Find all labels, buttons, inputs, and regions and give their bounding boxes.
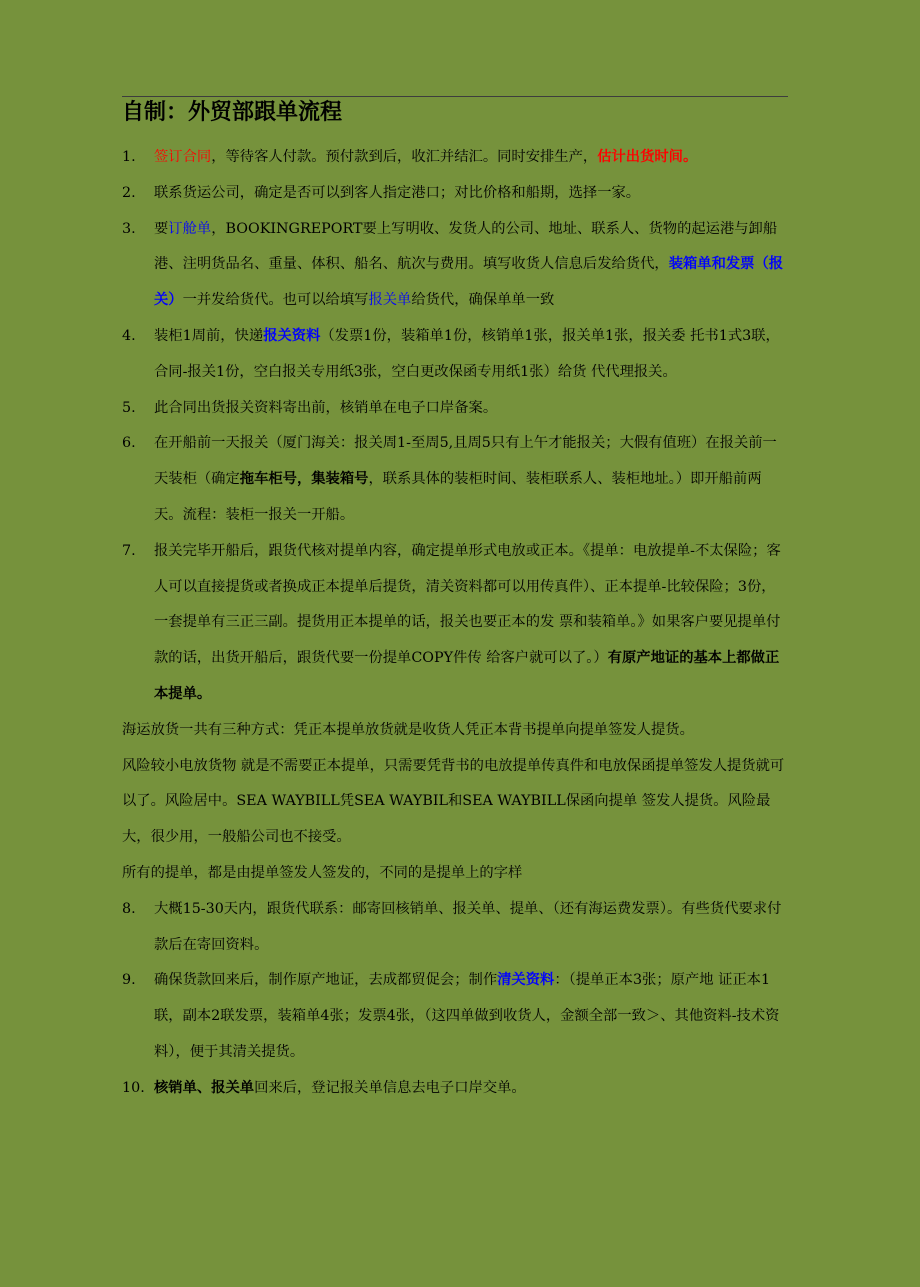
step-text: 联系货运公司，确定是否可以到客人指定港口；对比价格和船期，选择一家。: [154, 184, 641, 201]
telex-release-paragraph: 风险较小电放货物 就是不需要正本提单，只需要凭背书的电放提单传真件和电放保函提单签发人提货就可以了。风险居中。SEA WAYBILL凭SEA WAYBIL和SEA WAYBILL保函向提单 签发人提货。风险最大，很少用，一般船公司也不接受。: [122, 757, 785, 846]
step-text: ，等待客人付款。预付款到后，收汇并结汇。同时安排生产，: [211, 149, 598, 165]
step-text: 回来后，登记报关单信息去电子口岸交单。: [254, 1079, 526, 1096]
step-8: [122, 892, 788, 964]
step-3: [122, 212, 788, 319]
step-text: （发票1份，装箱单1份，核销单1张，报关单1张，报关委 托书1式3联，合同-报关1份，空白报关专用纸3张，空白更改保函专用纸1张）给货 代代理报关。: [154, 327, 780, 380]
verification-forms-text: 核销单、报关单: [154, 1079, 255, 1096]
step-text: 此合同出货报关资料寄出前，核销单在电子口岸备案。: [154, 399, 498, 416]
step-number: 1.: [122, 149, 136, 165]
step-number: 8.: [122, 900, 136, 917]
step-text: 在开船前一天报关（厦门海关：报关周1-至周5,且周5只有上午才能报关；大假有值班）在报关前一天装柜（确定: [154, 435, 777, 488]
step-text: ，BOOKINGREPORT要上写明收、发货人的公司、地址、联系人、货物的起运港与卸船港、注明货品名、重量、体积、船名、航次与费用。填写收货人信息后发给货代，: [154, 220, 778, 273]
step-number: 2.: [122, 184, 136, 201]
customs-form-text: 报关单: [368, 292, 412, 309]
document-body: [122, 140, 788, 1107]
step-10: [122, 1071, 788, 1107]
document-title: 自制：外贸部跟单流程: [122, 99, 343, 125]
step-9: [122, 963, 788, 1070]
step-text: 装柜1周前，快递: [154, 327, 264, 344]
customs-docs-text: 报关资料: [263, 327, 321, 344]
step-4: [122, 319, 788, 391]
step-text: 报关完毕开船后，跟货代核对提单内容，确定提单形式电放或正本。《提单：电放提单-不太保险；客人可以直接提货或者换成正本提单后提货，清关资料都可以用传真件）、正本提单-比较保险；3份，一套提单有三正三副。提货用正本提单的话，报关也要正本的发 票和装箱单。》如果客户要见提单付款的话，出货开船后，跟货代要一份提单COPY件传 给客户就可以了。）: [154, 542, 781, 667]
step-5: [122, 391, 788, 427]
sign-contract-text: 签订合同: [154, 149, 212, 165]
step-1: [122, 140, 788, 176]
release-methods-paragraph: 海运放货一共有三种方式：凭正本提单放货就是收货人凭正本背书提单向提单签发人提货。: [122, 721, 694, 738]
container-number-text: 拖车柜号，集装箱号: [239, 471, 369, 488]
origin-cert-note: 有原产地证的基本上都做正本提单。: [154, 650, 780, 702]
step-text: 给货代，确保单单一致: [411, 292, 555, 309]
booking-form-text: 订舱单: [168, 220, 212, 237]
step-text: 确保货款回来后，制作原产地证，去成都贸促会；制作: [154, 972, 498, 989]
step-text: ：（提单正本3张；原产地 证正本1联，副本2联发票，装箱单4张；发票4张，（这四单做到收货人，金额全部一致＞、其他资料-技术资料），便于其清关提货。: [154, 972, 780, 1060]
step-number: 5.: [122, 399, 136, 416]
step-2: [122, 176, 788, 212]
step-number: 9.: [122, 972, 136, 989]
step-number: 7.: [122, 542, 136, 559]
estimate-shipping-text: 估计出货时间。: [597, 149, 698, 165]
step-text: 要: [154, 220, 169, 237]
step-number: 4.: [122, 327, 136, 344]
step-7: [122, 534, 788, 713]
step-number: 3.: [122, 220, 136, 237]
step-text: 大概15-30天内，跟货代联系：邮寄回核销单、报关单、提单、（还有海运费发票）。有些货代要求付款后在寄回资料。: [154, 900, 782, 953]
step-number: 10.: [122, 1079, 145, 1096]
step-text: ，联系具体的装柜时间、装柜联系人、装柜地址。）即开船前两天。流程：装柜一报关一开船。: [154, 471, 762, 523]
step-text: 一并发给货代。也可以给填写: [182, 292, 369, 309]
clearance-docs-text: 清关资料: [497, 972, 555, 989]
packing-invoice-text: 装箱单和发票（报关）: [154, 256, 784, 309]
step-6: [122, 426, 788, 533]
step-number: 6.: [122, 435, 136, 452]
bill-issuer-paragraph: 所有的提单，都是由提单签发人签发的，不同的是提单上的字样: [122, 864, 523, 881]
